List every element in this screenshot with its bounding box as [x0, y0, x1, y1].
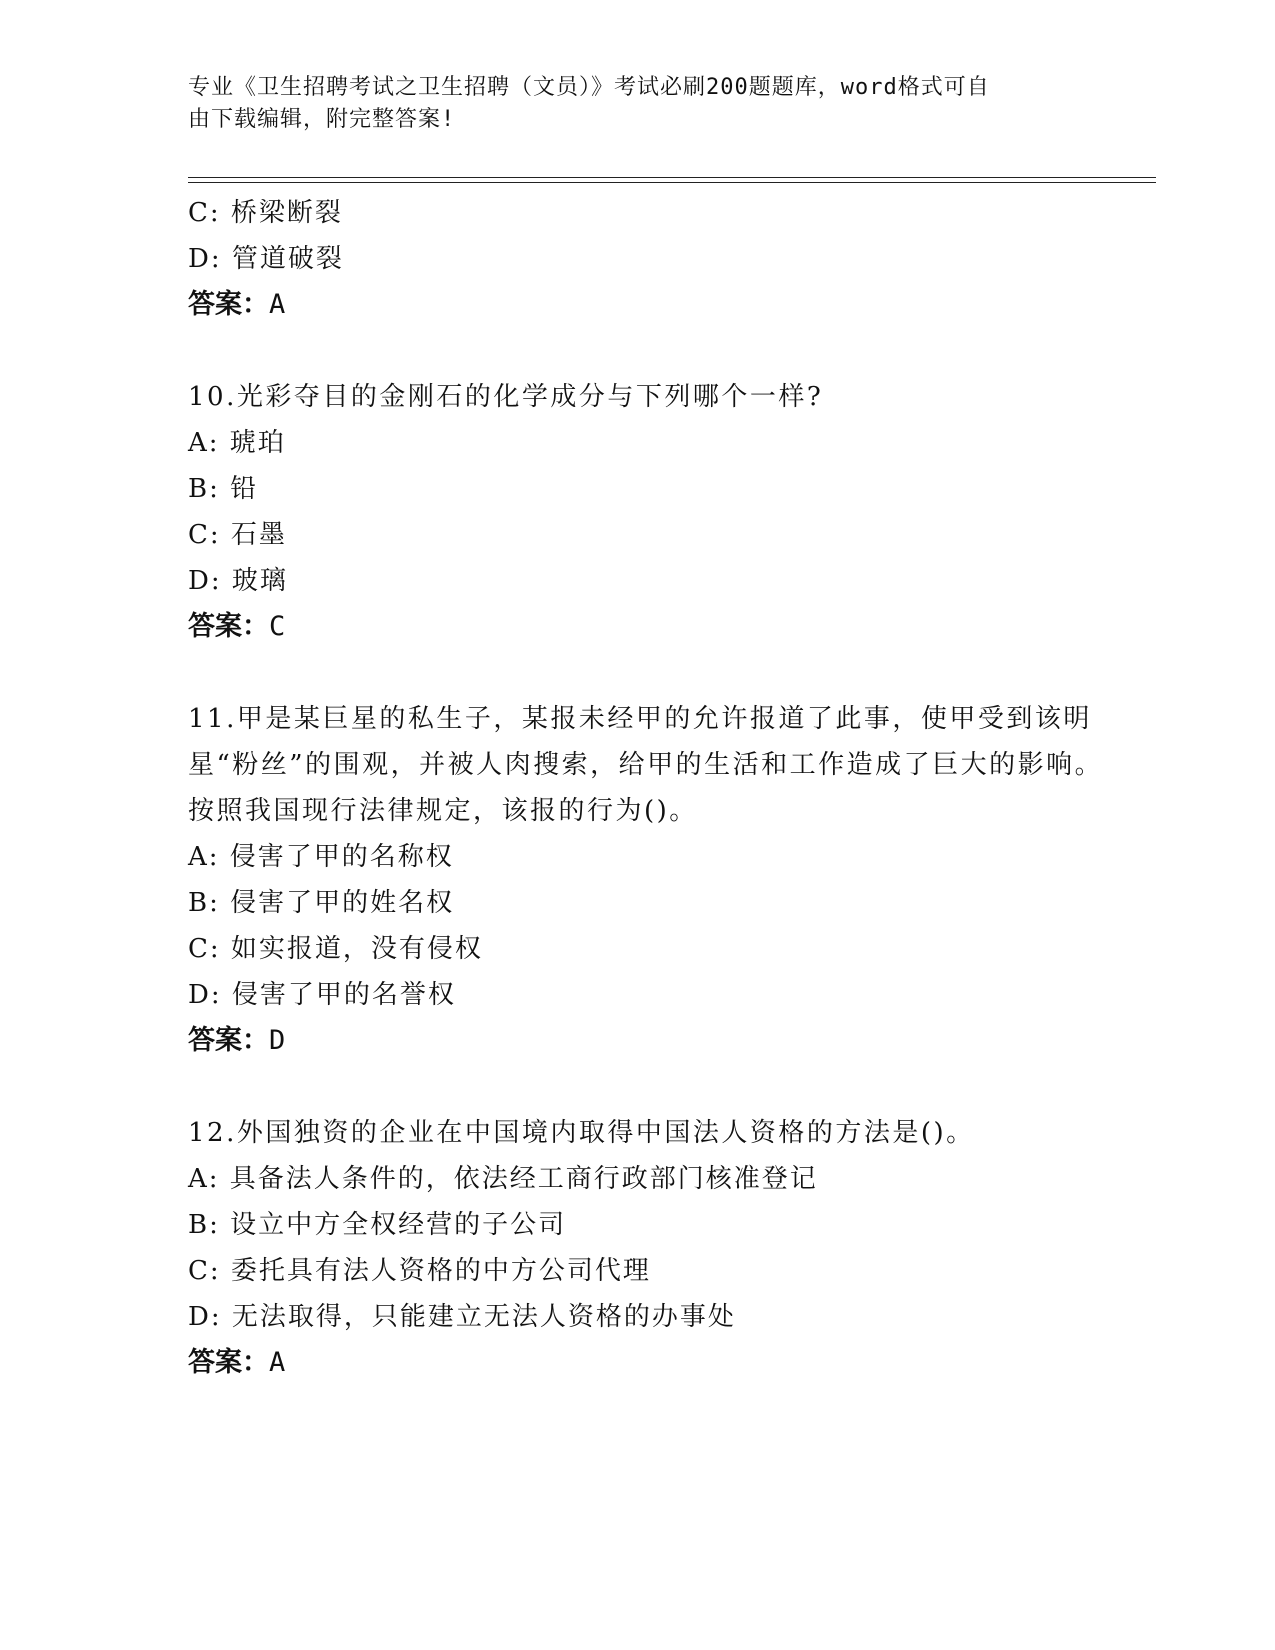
answer-value: D	[269, 1025, 286, 1056]
option-c: C: 如实报道，没有侵权	[188, 934, 483, 964]
answer-value: C	[269, 611, 286, 642]
answer-label: 答案：	[188, 1347, 269, 1378]
option-d: D: 无法取得，只能建立无法人资格的办事处	[188, 1302, 736, 1332]
option-c: C: 委托具有法人资格的中方公司代理	[188, 1256, 651, 1286]
option-d: D: 玻璃	[188, 566, 288, 596]
question-stem: 11.甲是某巨星的私生子，某报未经甲的允许报道了此事，使甲受到该明星“粉丝”的围观，并被人肉搜索，给甲的生活和工作造成了巨大的影响。按照我国现行法律规定，该报的行为()。	[188, 704, 1104, 826]
spacer	[188, 328, 1108, 374]
answer-value: A	[269, 1347, 286, 1378]
header-divider-bottom	[188, 182, 1156, 183]
option-b: B: 设立中方全权经营的子公司	[188, 1210, 567, 1240]
question-list	[188, 190, 1108, 1386]
answer-value: A	[269, 289, 286, 320]
answer-line	[188, 604, 1108, 650]
option-d: D: 管道破裂	[188, 244, 344, 274]
answer-line	[188, 1018, 1108, 1064]
question-11	[188, 696, 1108, 1064]
spacer	[188, 650, 1108, 696]
answer-label: 答案：	[188, 289, 269, 320]
option-b: B: 侵害了甲的姓名权	[188, 888, 455, 918]
option-a: A: 具备法人条件的，依法经工商行政部门核准登记	[188, 1164, 818, 1194]
option-c: C: 石墨	[188, 520, 287, 550]
option-c: C: 桥梁断裂	[188, 198, 343, 228]
answer-line	[188, 282, 1108, 328]
option-a: A: 琥珀	[188, 428, 286, 458]
header-line-2: 由下载编辑，附完整答案!	[188, 107, 456, 132]
header-divider-top	[188, 177, 1156, 178]
header-line-1: 专业《卫生招聘考试之卫生招聘（文员）》考试必刷200题题库，word格式可自	[188, 75, 990, 100]
option-a: A: 侵害了甲的名称权	[188, 842, 454, 872]
question-10	[188, 374, 1108, 650]
answer-line	[188, 1340, 1108, 1386]
document-header	[188, 72, 1068, 136]
carryover-question	[188, 190, 1108, 328]
answer-label: 答案：	[188, 611, 269, 642]
answer-label: 答案：	[188, 1025, 269, 1056]
spacer	[188, 1064, 1108, 1110]
question-stem: 12.外国独资的企业在中国境内取得中国法人资格的方法是()。	[188, 1118, 975, 1148]
option-d: D: 侵害了甲的名誉权	[188, 980, 456, 1010]
option-b: B: 铅	[188, 474, 259, 504]
question-12	[188, 1110, 1108, 1386]
question-stem: 10.光彩夺目的金刚石的化学成分与下列哪个一样?	[188, 382, 824, 412]
